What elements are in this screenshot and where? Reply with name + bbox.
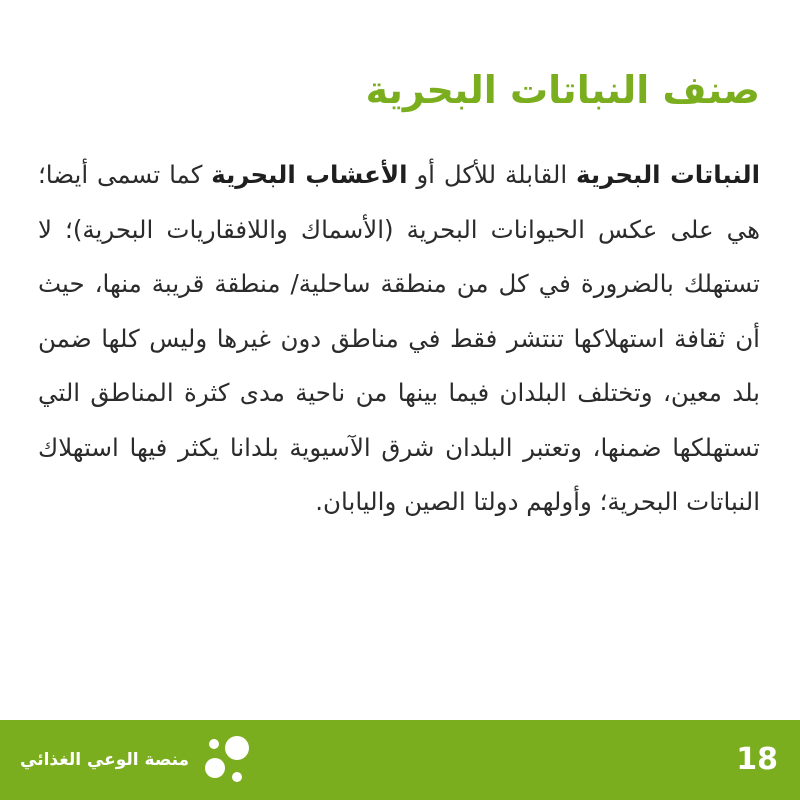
dots-logo-icon [199,730,259,790]
term-sea-plants: النباتات البحرية [576,160,760,189]
page-title: صنف النباتات البحرية [365,68,760,112]
body-text-part-1: القابلة للأكل أو [407,160,577,189]
brand-name: منصة الوعي الغذائي [20,750,190,770]
footer-bar [0,720,800,800]
brand [20,720,259,800]
body-text-part-2: كما تسمى أيضا؛ هي على عكس الحيوانات البحرية (الأسماك واللافقاريات البحرية)؛ لا تستهلك بالضرورة في كل من منطقة ساحلية/ منطقة قريبة منها، حيث أن ثقافة استهلاكها تنتشر فقط في مناطق دون غيرها وليس كلها ضمن بلد معين، وتختلف البلدان فيما بينها من ناحية مدى كثرة المناطق التي تستهلكها ضمنها، وتعتبر البلدان شرق الآسيوية بلدانا يكثر فيها استهلاك النباتات البحرية؛ وأولهم دولتا الصين واليابان. [38,160,760,516]
page-number: 18 [736,742,778,777]
body-paragraph [38,148,760,530]
term-seaweed: الأعشاب البحرية [211,160,408,189]
